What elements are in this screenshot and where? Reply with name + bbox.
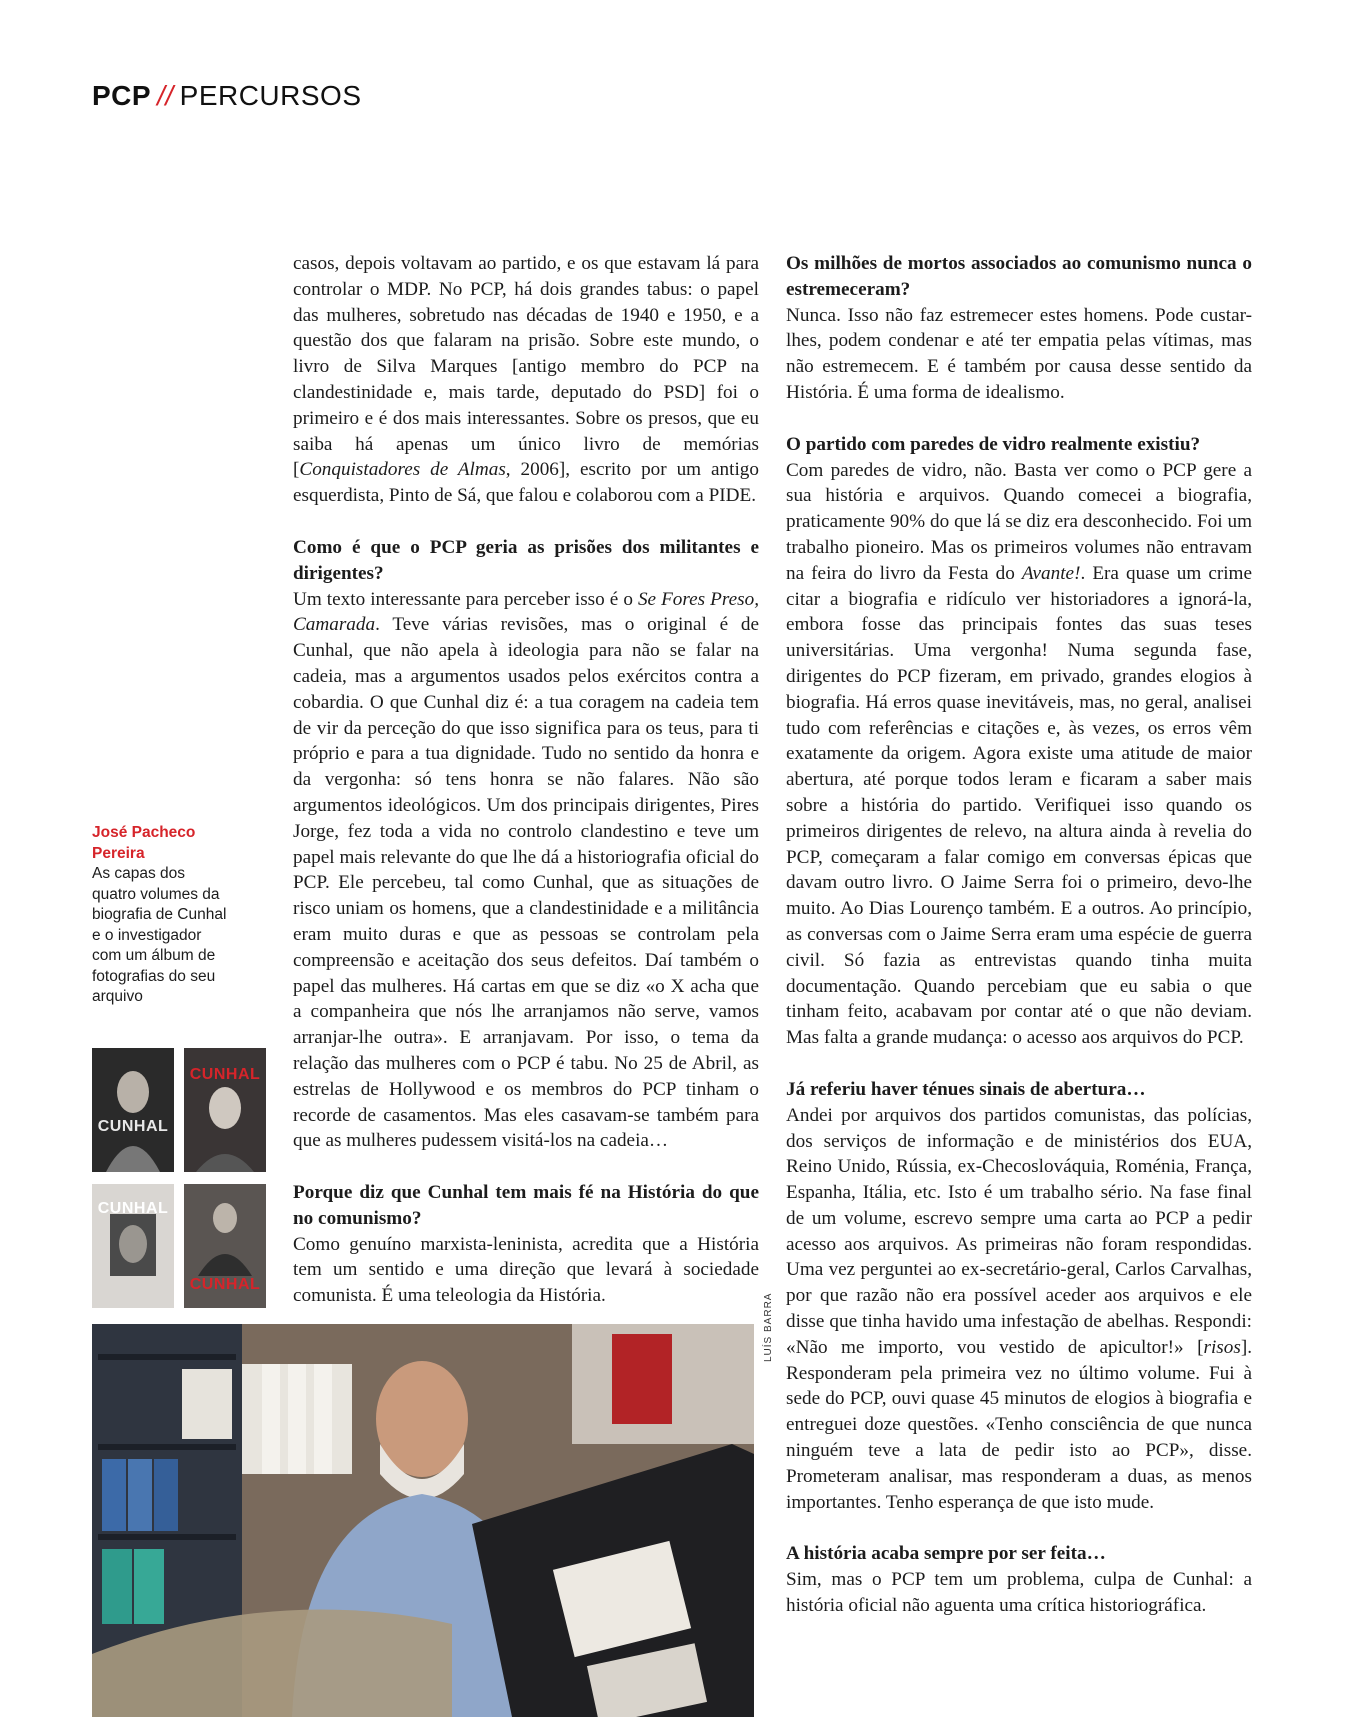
article-column-right [786, 251, 1252, 1619]
cover-title: CUNHAL [189, 1276, 261, 1293]
caption-name: José Pacheco Pereira [92, 824, 196, 862]
book-cover-2 [184, 1048, 266, 1172]
photo-icon [92, 1324, 754, 1717]
interview-answer: Um texto interessante para perceber isso é o Se Fores Preso, Camarada. Teve várias revisões, mas o original é de Cunhal, que não apela à ideologia para não se falar na cadeia, mas a argumentos usados pelos exércitos contra a cobardia. O que Cunhal diz é: a tua coragem na cadeia tem de vir da perceção do que isso significa para os teus, para ti próprio e para a tua dignidade. Tudo no sentido da honra e da vergonha: só tens honra se não falares. Não são argumentos ideológicos. Um dos principais dirigentes, Pires Jorge, fez toda a vida no controlo clandestino e teve um papel mais relevante do que lhe dá a historiografia oficial do PCP. Ele percebeu, tal como Cunhal, que as situações de risco uniam os homens, que a clandestinidade e a militância eram muito duras e que as pessoas se controlam pela compreensão e aceitação dos seus defeitos. Daí também o papel das mulheres. Há cartas em que se diz «o X acha que a companheira que nós lhe arranjamos não serve, vamos arranjar-lhe outra». E arranjavam. Por isso, o tema da relação das mulheres com o PCP é tabu. No 25 de Abril, as estrelas de Hollywood e os membros do PCP tinham o recorde de casamentos. Mas eles casavam-se também para que as mulheres pudessem visitá-los na cadeia… [293, 588, 759, 1152]
interview-question: Porque diz que Cunhal tem mais fé na História do que no comunismo? [293, 1182, 759, 1229]
caption-text: As capas dos quatro volumes da biografia de Cunhal e o investigador com um álbum de fotografias do seu arquivo [92, 865, 227, 1005]
interview-answer: Sim, mas o PCP tem um problema, culpa de Cunhal: a história oficial não aguenta uma crítica historiográfica. [786, 1569, 1252, 1617]
header-separator: // [157, 80, 174, 111]
interview-question: Como é que o PCP geria as prisões dos militantes e dirigentes? [293, 536, 759, 584]
article-column-middle [293, 251, 759, 1309]
cover-title: CUNHAL [189, 1066, 261, 1083]
paragraph: casos, depois voltavam ao partido, e os que estavam lá para controlar o MDP. No PCP, há dois grandes tabus: o papel das mulheres, sobretudo nas décadas de 1940 e 1950, e a questão dos que falaram na prisão. Sobre este mundo, o livro de Silva Marques [antigo membro do PCP na clandestinidade e, mais tarde, deputado do PSD] foi o primeiro e é dos mais interessantes. Sobre os presos, que eu saiba há apenas um único livro de memórias [Conquistadores de Almas, 2006], escrito por um antigo esquerdista, Pinto de Sá, que falou e colaborou com a PIDE. [293, 253, 759, 507]
photo-credit: LUÍS BARRA [763, 1292, 774, 1362]
cover-title: CUNHAL [97, 1118, 169, 1135]
portrait-icon [92, 1048, 174, 1172]
article-photo [92, 1324, 754, 1717]
interview-question: A história acaba sempre por ser feita… [786, 1543, 1106, 1565]
interview-answer: Com paredes de vidro, não. Basta ver como o PCP gere a sua história e arquivos. Quando comecei a biografia, praticamente 90% do que lá se diz era desconhecido. Foi um trabalho pioneiro. Mas os primeiros volumes não entravam na feira do livro da Festa do Avante!. Era quase um crime citar a biografia e ridículo ver historiadores a ignorá-la, embora fosse das principais fontes das suas teses universitárias. Uma vergonha! Numa segunda fase, dirigentes do PCP fizeram, em privado, grandes elogios à biografia. Há erros quase inevitáveis, mas, no geral, analisei tudo com referências e citações e, às vezes, os erros vêm exatamente da origem. Agora existe uma atitude de maior abertura, até porque todos leram e ficaram a saber mais sobre a história do partido. Verifiquei isso quando os primeiros dirigentes de relevo, na altura ainda à revelia do PCP, começaram a falar comigo em conversas épicas que davam outro livro. O Jaime Serra foi o primeiro, devo-lhe muito. Ao Dias Lourenço também. E a outros. Ao princípio, as conversas com o Jaime Serra eram uma espécie de guerra civil. Só fazia as entrevistas quando tinha muita documentação. Quando percebiam que eu sabia o que tinham feito, acabavam por contar até o que não deviam. Mas falta a grande mudança: o acesso aos arquivos do PCP. [786, 459, 1252, 1049]
book-cover-3 [92, 1184, 174, 1308]
book-covers [92, 1048, 268, 1308]
interview-question: Os milhões de mortos associados ao comunismo nunca o estremeceram? [786, 253, 1252, 300]
book-cover-4 [184, 1184, 266, 1308]
interview-answer: Como genuíno marxista-leninista, acredita que a História tem um sentido e uma direção que levará à sociedade comunista. É uma teleologia da História. [293, 1233, 759, 1307]
section-label: PERCURSOS [179, 80, 362, 111]
interview-answer: Nunca. Isso não faz estremecer estes homens. Pode custar-lhes, podem condenar e até ter empatia pelas vítimas, mas não estremecem. E é também por causa desse sentido da História. É uma forma de idealismo. [786, 304, 1252, 403]
brand-label: PCP [92, 80, 152, 111]
interview-question: O partido com paredes de vidro realmente existiu? [786, 433, 1201, 455]
interview-question: Já referiu haver ténues sinais de abertura… [786, 1078, 1146, 1100]
book-cover-1 [92, 1048, 174, 1172]
page-header [92, 82, 362, 110]
interview-answer: Andei por arquivos dos partidos comunistas, das polícias, dos serviços de informação e de ministérios dos EUA, Reino Unido, Rússia, ex-Checoslováquia, Roménia, França, Espanha, Itália, etc. Isto é um trabalho sério. Na fase final de um volume, escrevo sempre uma carta ao PCP a pedir acesso aos arquivos. As primeiras não foram respondidas. Uma vez perguntei ao ex-secretário-geral, Carlos Carvalhas, por que razão não era possível aceder aos arquivos e ele disse que tinha havido uma infestação de abelhas. Respondi: «Não me importo, vou vestido de apicultor!» [risos]. Responderam pela primeira vez no último volume. Fui à sede do PCP, ouvi quase 45 minutos de elogios à biografia e entreguei doze questões. «Tenho consciência de que nunca ninguém teve a lata de pedir isto ao PCP», disse. Prometeram analisar, mas responderam a duas, as menos importantes. Tenho esperança de que isto mude. [786, 1104, 1252, 1513]
cover-title: CUNHAL [97, 1200, 169, 1217]
photo-caption [92, 823, 232, 1008]
